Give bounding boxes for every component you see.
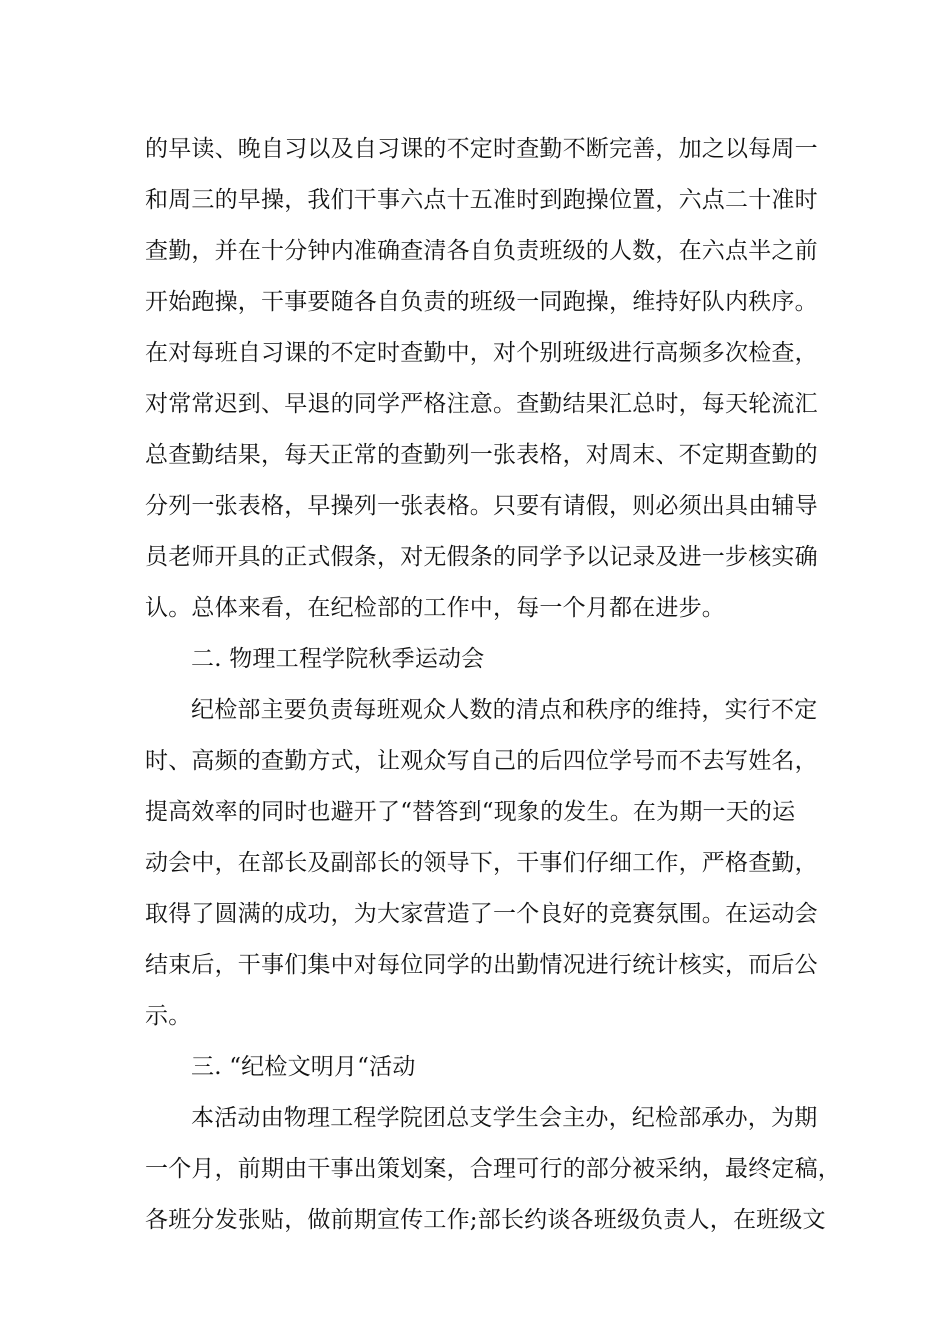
section-heading-2: 二. 物理工程学院秋季运动会 bbox=[191, 646, 485, 672]
body-line: 对常常迟到、早退的同学严格注意。查勤结果汇总时，每天轮流汇 bbox=[145, 391, 818, 417]
body-line: 一个月，前期由干事出策划案，合理可行的部分被采纳，最终定稿， bbox=[145, 1156, 841, 1182]
body-line: 认。总体来看，在纪检部的工作中，每一个月都在进步。 bbox=[145, 595, 725, 621]
body-line: 和周三的早操，我们干事六点十五准时到跑操位置，六点二十准时 bbox=[145, 187, 818, 213]
section-heading-3: 三. “纪检文明月“活动 bbox=[191, 1054, 416, 1080]
body-line: 动会中，在部长及副部长的领导下，干事们仔细工作，严格查勤， bbox=[145, 850, 818, 876]
body-line: 分列一张表格，早操列一张表格。只要有请假，则必须出具由辅导 bbox=[145, 493, 818, 519]
body-line: 结束后，干事们集中对每位同学的出勤情况进行统计核实，而后公 bbox=[145, 952, 818, 978]
body-line: 在对每班自习课的不定时查勤中，对个别班级进行高频多次检查， bbox=[145, 340, 818, 366]
body-line: 开始跑操，干事要随各自负责的班级一同跑操，维持好队内秩序。 bbox=[145, 289, 818, 315]
body-line: 取得了圆满的成功，为大家营造了一个良好的竞赛氛围。在运动会 bbox=[145, 901, 818, 927]
body-line: 总查勤结果，每天正常的查勤列一张表格，对周末、不定期查勤的 bbox=[145, 442, 818, 468]
body-line: 员老师开具的正式假条，对无假条的同学予以记录及进一步核实确 bbox=[145, 544, 818, 570]
body-line: 各班分发张贴，做前期宣传工作;部长约谈各班级负责人，在班级文 bbox=[145, 1207, 826, 1233]
body-line: 本活动由物理工程学院团总支学生会主办，纪检部承办，为期 bbox=[191, 1105, 818, 1131]
body-line: 示。 bbox=[145, 1003, 192, 1029]
document-body bbox=[145, 124, 841, 1246]
body-line: 提高效率的同时也避开了“替答到“现象的发生。在为期一天的运 bbox=[145, 799, 796, 825]
body-line: 查勤，并在十分钟内准确查清各自负责班级的人数，在六点半之前 bbox=[145, 238, 818, 264]
body-line: 时、高频的查勤方式，让观众写自己的后四位学号而不去写姓名， bbox=[145, 748, 818, 774]
body-line: 纪检部主要负责每班观众人数的清点和秩序的维持，实行不定 bbox=[191, 697, 818, 723]
body-line: 的早读、晚自习以及自习课的不定时查勤不断完善，加之以每周一 bbox=[145, 136, 818, 162]
